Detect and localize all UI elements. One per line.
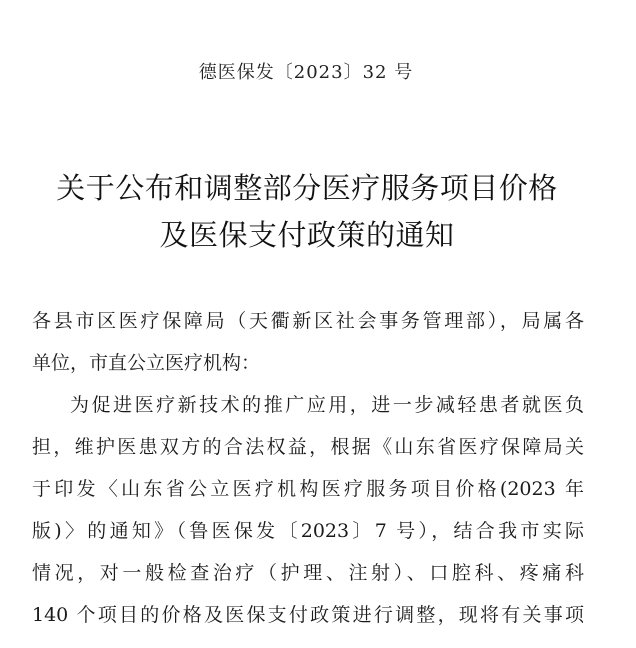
document-title-line-1: 关于公布和调整部分医疗服务项目价格 bbox=[56, 171, 558, 205]
body-line-2: 单位，市直公立医疗机构： bbox=[32, 352, 261, 374]
body-line-5: 于印发〈山东省公立医疗机构医疗服务项目价格(2023 年 bbox=[32, 478, 584, 500]
body-line-8: 140 个项目的价格及医保支付政策进行调整，现将有关事项 bbox=[32, 604, 584, 626]
body-line-4: 担，维护医患双方的合法权益，根据《山东省医疗保障局关 bbox=[32, 436, 584, 458]
body-line-1: 各县市区医疗保障局（天衢新区社会事务管理部），局属各 bbox=[32, 310, 584, 332]
body-line-7: 情况，对一般检查治疗（护理、注射）、口腔科、疼痛科 bbox=[32, 562, 584, 584]
body-line-3: 为促进医疗新技术的推广应用，进一步减轻患者就医负 bbox=[70, 394, 584, 416]
document-number: 德医保发〔2023〕32 号 bbox=[198, 62, 414, 83]
body-line-6: 版)〉的通知》（鲁医保发〔2023〕7 号），结合我市实际 bbox=[32, 520, 584, 542]
document-title-line-2: 及医保支付政策的通知 bbox=[159, 218, 455, 252]
